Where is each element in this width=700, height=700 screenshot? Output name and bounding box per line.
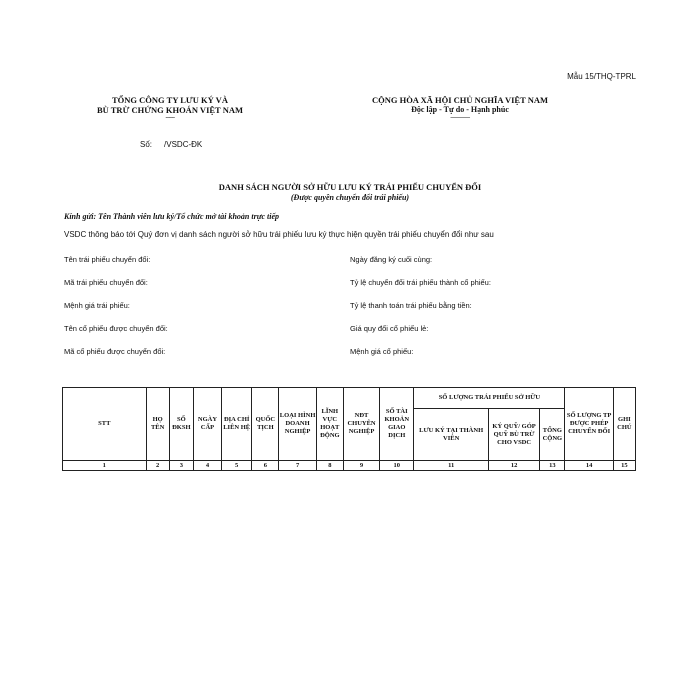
column-number: 13	[540, 461, 565, 471]
document-number-label: Số:	[140, 140, 153, 149]
nation-motto: Độc lập - Tự do - Hạnh phúc	[411, 105, 509, 114]
header-nationality: QUỐC TỊCH	[252, 388, 279, 461]
header-bonds-owned: SỐ LƯỢNG TRÁI PHIẾU SỞ HỮU	[414, 388, 565, 409]
subheader-deposited-at-member: LƯU KÝ TẠI THÀNH VIÊN	[414, 409, 489, 461]
column-number: 4	[193, 461, 221, 471]
field-cash-payment-ratio: Tỷ lệ thanh toán trái phiếu bằng tiền:	[350, 301, 472, 310]
field-record-date: Ngày đăng ký cuối cùng:	[350, 255, 433, 264]
column-number: 11	[414, 461, 489, 471]
field-odd-share-price: Giá quy đổi cổ phiếu lẻ:	[350, 324, 429, 333]
column-number: 9	[343, 461, 379, 471]
nation-header	[350, 95, 570, 121]
subheader-clearing-fund: KÝ QUỸ/ GÓP QUỸ BÙ TRỪ CHO VSDC	[488, 409, 539, 461]
holders-table	[62, 387, 636, 471]
subheader-total: TỔNG CỘNG	[540, 409, 565, 461]
column-number: 3	[169, 461, 193, 471]
column-number: 15	[613, 461, 635, 471]
field-stock-par-value: Mệnh giá cổ phiếu:	[350, 347, 414, 356]
header-convertible-quantity: SỐ LƯỢNG TP ĐƯỢC PHÉP CHUYỂN ĐỔI	[565, 388, 613, 461]
org-rule: ------	[165, 115, 175, 121]
header-full-name: HỌ TÊN	[146, 388, 169, 461]
column-number: 12	[488, 461, 539, 471]
column-number: 2	[146, 461, 169, 471]
header-stt: STT	[63, 388, 147, 461]
field-bond-par-value: Mệnh giá trái phiếu:	[64, 301, 130, 310]
header-business-type: LOẠI HÌNH DOANH NGHIỆP	[279, 388, 316, 461]
document-subtitle: (Được quyền chuyển đổi trái phiếu)	[290, 193, 410, 202]
field-bond-code: Mã trái phiếu chuyển đổi:	[64, 278, 148, 287]
intro-text: VSDC thông báo tới Quý đơn vị danh sách người sở hữu trái phiếu lưu ký thực hiện quyền trái phiếu chuyển đổi như sau	[64, 230, 494, 239]
column-number: 6	[252, 461, 279, 471]
field-stock-code: Mã cổ phiếu được chuyển đổi:	[64, 347, 166, 356]
header-issue-date: NGÀY CẤP	[193, 388, 221, 461]
column-number: 1	[63, 461, 147, 471]
column-number: 7	[279, 461, 316, 471]
header-trading-account: SỐ TÀI KHOẢN GIAO DỊCH	[380, 388, 414, 461]
header-business-field: LĨNH VỰC HOẠT ĐỘNG	[316, 388, 343, 461]
form-code: Mẫu 15/THQ-TPRL	[567, 72, 636, 81]
org-name-line2: BÙ TRỪ CHỨNG KHOÁN VIỆT NAM	[96, 105, 243, 115]
nation-rule: -------------	[450, 115, 470, 121]
field-stock-name: Tên cổ phiếu được chuyển đổi:	[64, 324, 168, 333]
nation-title: CỘNG HÒA XÃ HỘI CHỦ NGHĨA VIỆT NAM	[371, 95, 549, 105]
document-number-value: /VSDC-ĐK	[164, 140, 203, 149]
column-number: 5	[222, 461, 252, 471]
addressee: Kính gửi: Tên Thành viên lưu ký/Tổ chức mở tài khoản trực tiếp	[64, 212, 280, 221]
document-title: DANH SÁCH NGƯỜI SỞ HỮU LƯU KÝ TRÁI PHIẾU CHUYỂN ĐỔI	[218, 182, 482, 192]
column-number: 10	[380, 461, 414, 471]
organization-header	[80, 95, 260, 121]
column-number: 14	[565, 461, 613, 471]
field-conversion-ratio: Tỷ lệ chuyển đổi trái phiếu thành cổ phiếu:	[350, 278, 491, 287]
column-number: 8	[316, 461, 343, 471]
header-notes: GHI CHÚ	[613, 388, 635, 461]
header-professional-investor: NĐT CHUYÊN NGHIỆP	[343, 388, 379, 461]
org-name-line1: TỔNG CÔNG TY LƯU KÝ VÀ	[112, 95, 228, 105]
column-number-row	[63, 461, 636, 471]
header-registration-no: SỐ ĐKSH	[169, 388, 193, 461]
document-number	[140, 140, 214, 149]
header-contact-address: ĐỊA CHỈ LIÊN HỆ	[222, 388, 252, 461]
field-bond-name: Tên trái phiếu chuyển đổi:	[64, 255, 151, 264]
